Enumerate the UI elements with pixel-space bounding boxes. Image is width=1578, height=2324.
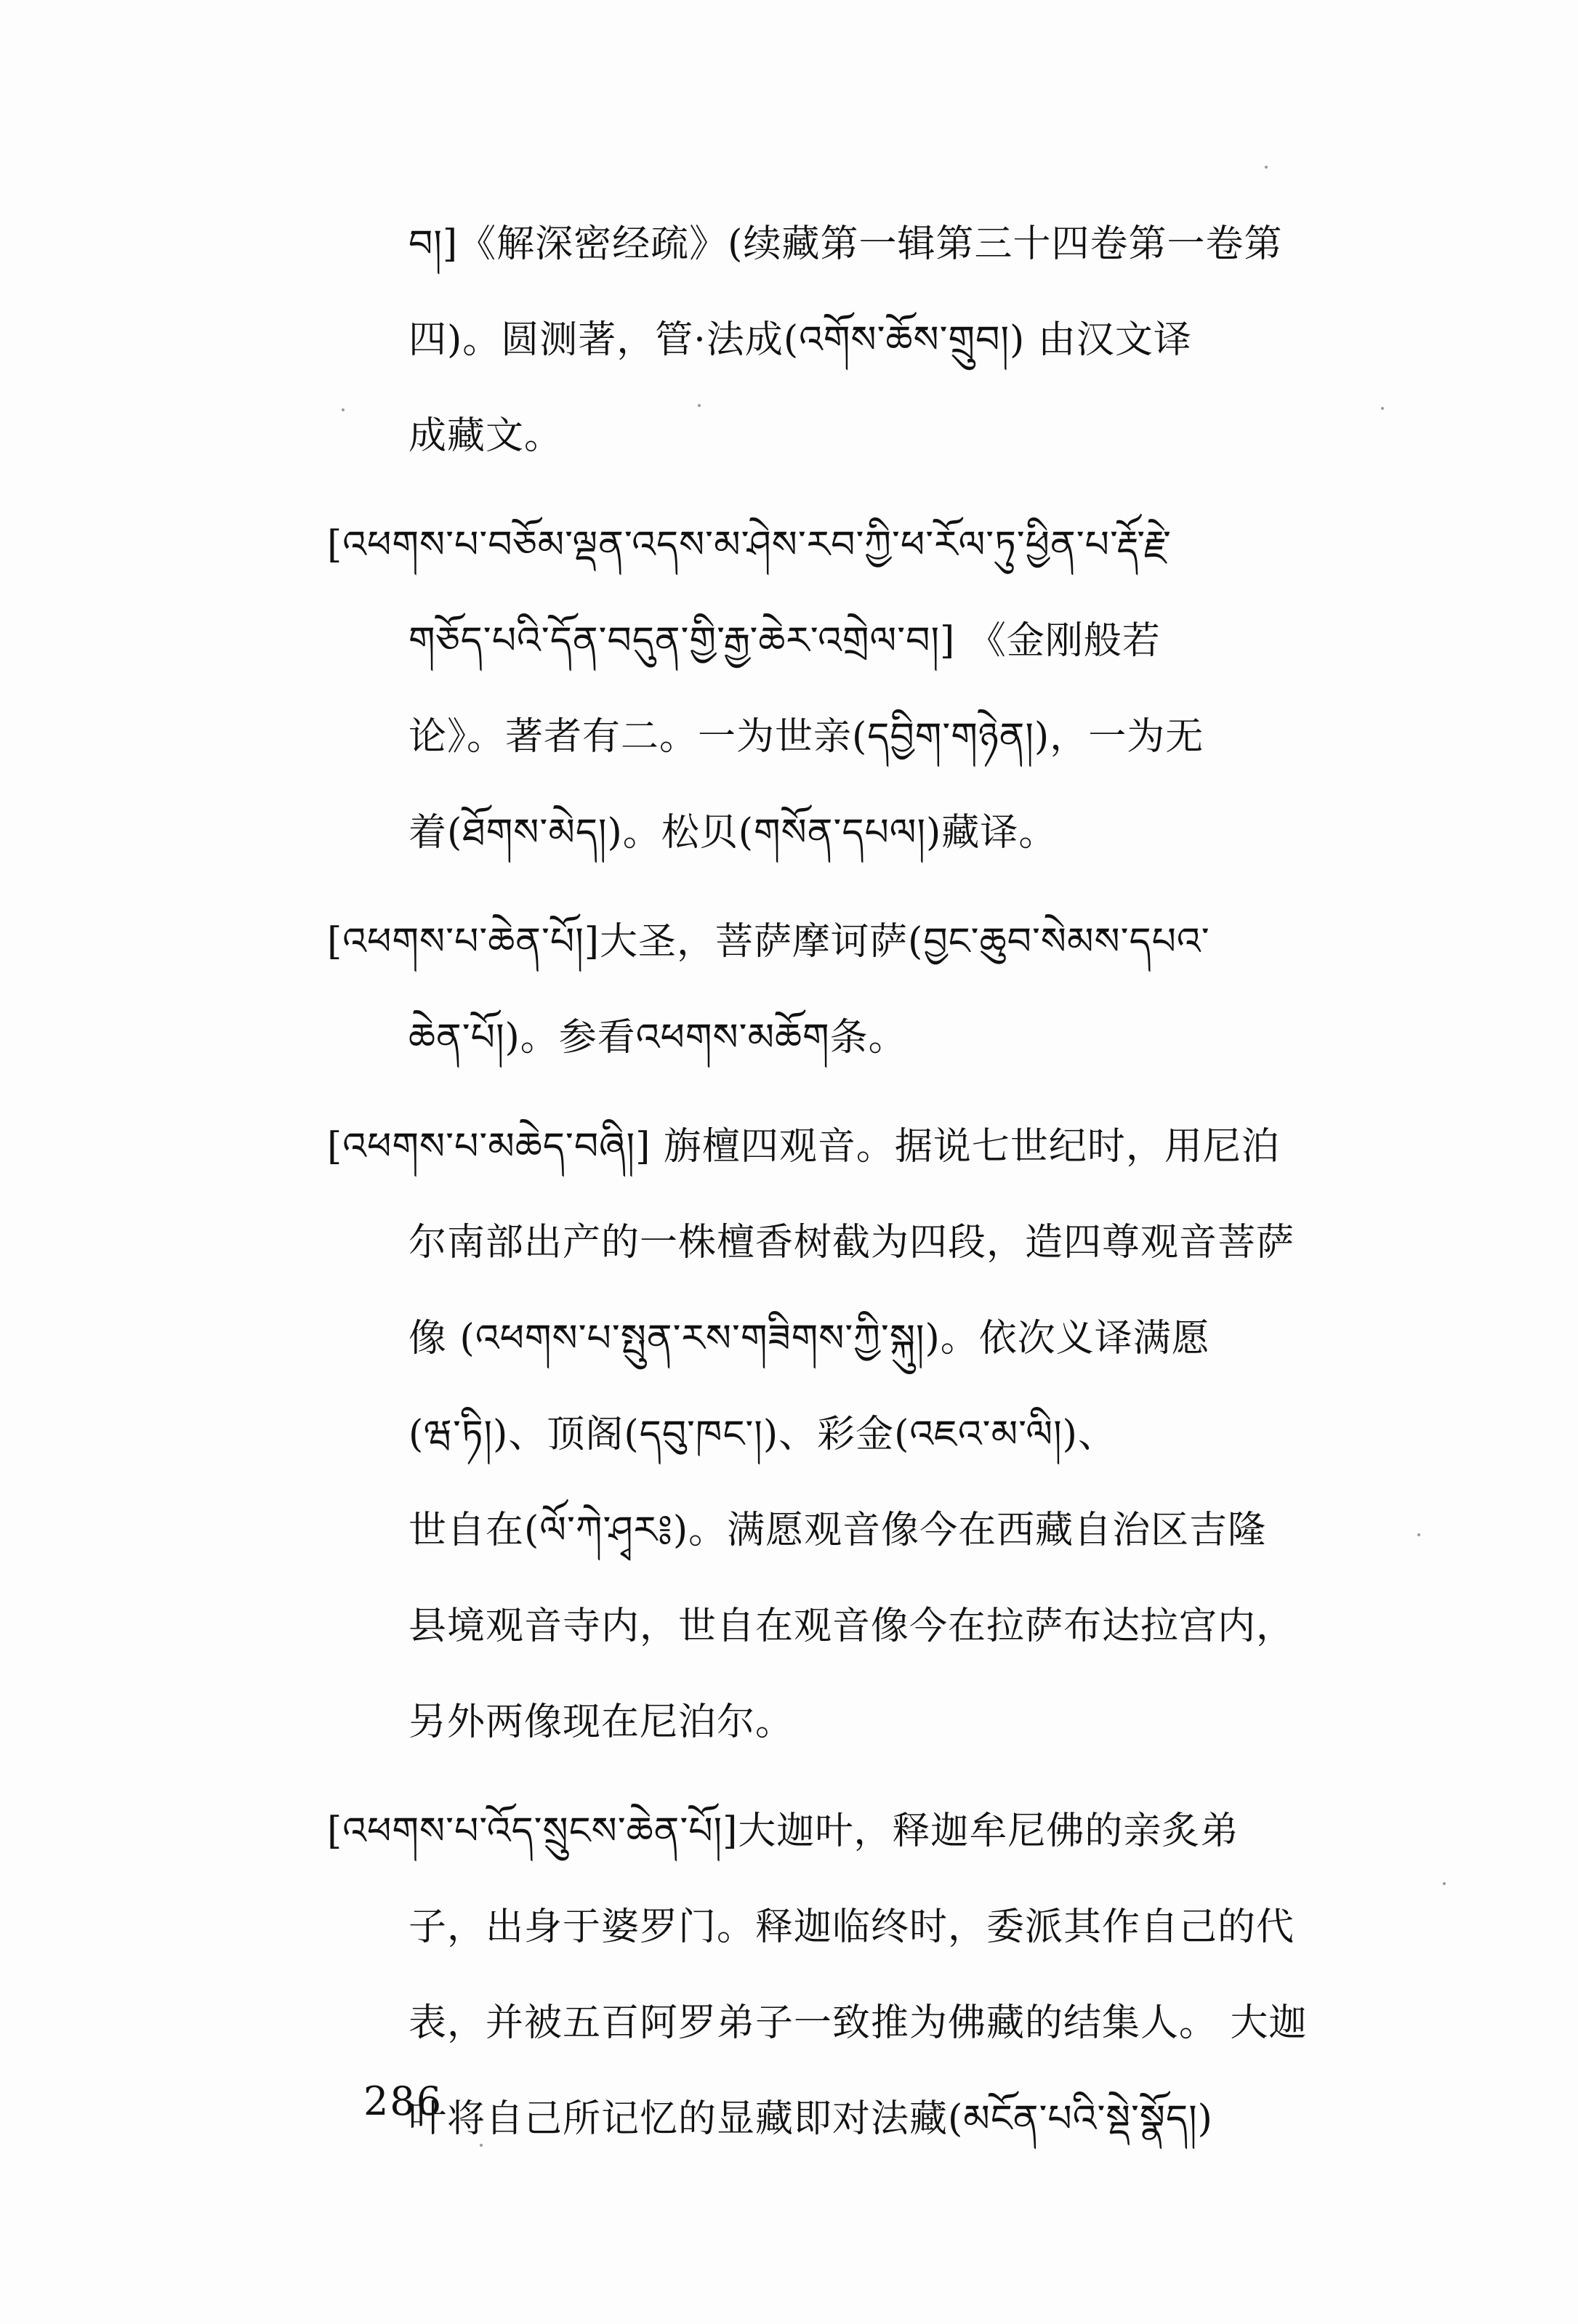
scan-speck: [480, 2144, 483, 2147]
text-line: 尔南部出产的一株檀香树截为四段，造四尊观音菩萨: [408, 1221, 1295, 1264]
entry-headword-line: [འཕགས་པ་མཆེད་བཞི།] 旃檀四观音。据说七世纪时，用尼泊: [327, 1125, 1280, 1169]
text-line: 子，出身于婆罗门。释迦临终时，委派其作自己的代: [408, 1905, 1295, 1949]
text-line: 论》。著者有二。一为世亲(དབྱིག་གཉེན།)，一为无: [408, 715, 1204, 759]
text-line: 像 (འཕགས་པ་སྤུན་རས་གཟིགས་ཀྱི་སྐུ།)。依次义译满愿: [408, 1317, 1210, 1360]
text-line: 表，并被五百阿罗弟子一致推为佛藏的结集人。 大迦: [408, 2001, 1308, 2045]
scan-speck: [1443, 1882, 1446, 1885]
dictionary-entry: [327, 497, 1417, 881]
entry-headword-line: [འཕགས་པ་བཅོམ་ལྡན་འདས་མ་ཤེས་རབ་ཀྱི་ཕ་རོལ་ཏུ་ཕྱིན་པ་རྡོ་རྗེ་: [327, 523, 1172, 567]
text-line: 四)。圆测著，管·法成(འགོས་ཆོས་གྲུབ།) 由汉文译: [408, 318, 1192, 362]
dictionary-entry: [327, 894, 1417, 1086]
scan-speck: [698, 404, 701, 407]
text-line: 着(ཐོགས་མེད།)。松贝(གསོན་དཔལ།)藏译。: [408, 811, 1058, 855]
text-line: 成藏文。: [408, 414, 563, 458]
dictionary-entry: [327, 1099, 1417, 1770]
scan-speck: [1417, 1533, 1420, 1536]
page-number: 286: [363, 2078, 443, 2124]
text-line: 叶将自己所记忆的显藏即对法藏(མངོན་པའི་སྡེ་སྣོད།): [408, 2097, 1213, 2141]
entry-continuation: [327, 196, 1417, 484]
scan-speck: [342, 408, 345, 411]
text-line: 世自在(ལོ་ཀེ་ཤྭར༔)。满愿观音像今在西藏自治区吉隆: [408, 1509, 1267, 1552]
dictionary-body: [327, 196, 1417, 2180]
text-line: 县境观音寺内，世自在观音像今在拉萨布达拉宫内，: [408, 1605, 1295, 1648]
text-line: བ།]《解深密经疏》(续藏第一辑第三十四卷第一卷第: [408, 222, 1283, 266]
text-line: 另外两像现在尼泊尔。: [408, 1700, 794, 1744]
text-line: (ཝ་ཏི།)、顶阁(དབུ་ཁང་།)、彩金(འཇའ་མ་ལི།)、: [408, 1413, 1116, 1456]
scan-speck: [1265, 166, 1268, 169]
entry-headword-line: [འཕགས་པ་ཆེན་པོ།]大圣，菩萨摩诃萨(བྱང་ཆུབ་སེམས་དཔའ་: [327, 920, 1210, 964]
text-line: གཅོད་པའི་དོན་བདུན་གྱི་རྒྱ་ཆེར་འགྲེལ་བ།] 《金刚般若: [408, 619, 1161, 663]
dictionary-entry: [327, 1783, 1417, 2167]
entry-headword-line: [འཕགས་པ་འོད་སྲུངས་ཆེན་པོ།]大迦叶，释迦牟尼佛的亲炙弟: [327, 1809, 1239, 1853]
scan-speck: [1381, 407, 1384, 410]
text-line: ཆེན་པོ།)。参看འཕགས་མཆོག条。: [408, 1016, 907, 1060]
